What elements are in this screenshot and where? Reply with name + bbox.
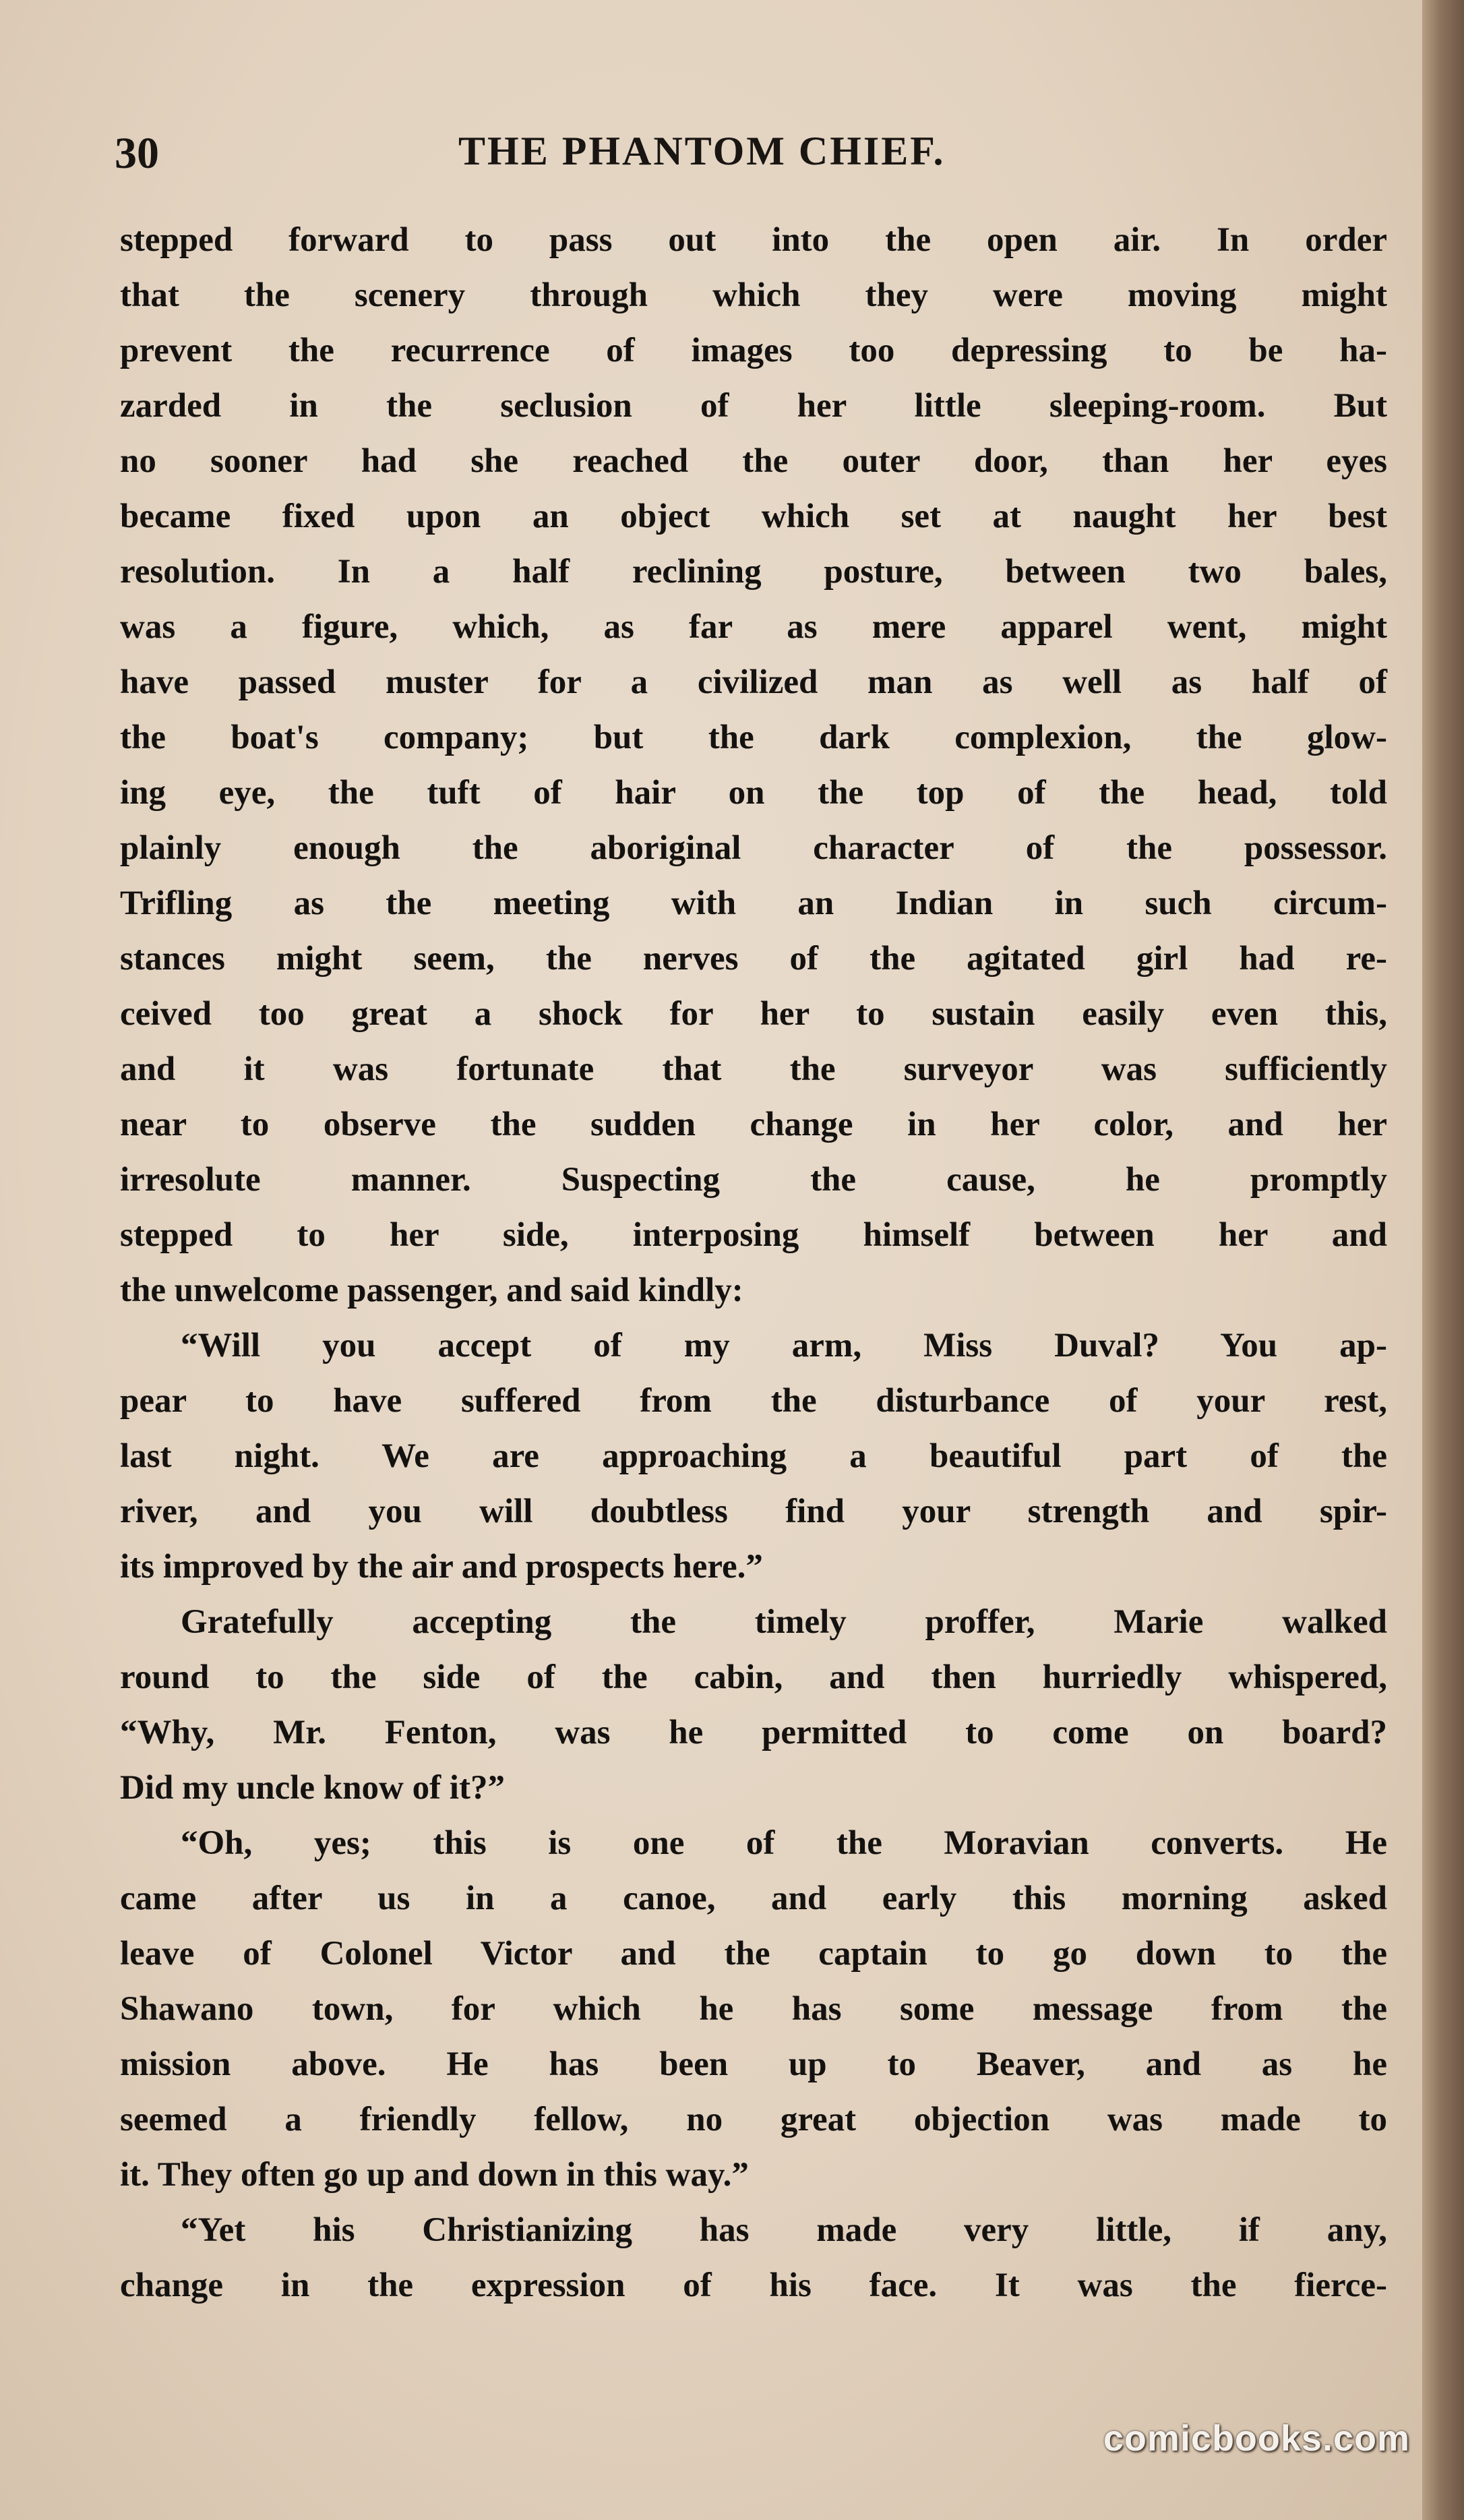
- text-line: was a figure, which, as far as mere apparel went, might: [120, 608, 1387, 646]
- running-title: THE PHANTOM CHIEF.: [458, 129, 946, 173]
- text-line: resolution. In a half reclining posture, between two bales,: [120, 553, 1387, 591]
- text-line: no sooner had she reached the outer door, than her eyes: [120, 442, 1387, 480]
- text-line: the unwelcome passenger, and said kindly:: [120, 1271, 743, 1309]
- text-line: became fixed upon an object which set at naught her best: [120, 498, 1387, 535]
- text-line: stepped to her side, interposing himself between her and: [120, 1216, 1387, 1254]
- text-line: ing eye, the tuft of hair on the top of the head, told: [120, 774, 1387, 812]
- text-line: plainly enough the aboriginal character of the possessor.: [120, 829, 1387, 867]
- text-line: change in the expression of his face. It was the fierce-: [120, 2267, 1387, 2304]
- text-line: leave of Colonel Victor and the captain to go down to the: [120, 1935, 1387, 1973]
- text-line: round to the side of the cabin, and then hurriedly whispered,: [120, 1658, 1387, 1696]
- page-number: 30: [115, 129, 159, 178]
- text-line: ceived too great a shock for her to sustain easily even this,: [120, 995, 1387, 1033]
- text-line: Gratefully accepting the timely proffer, Marie walked: [181, 1603, 1387, 1641]
- text-line: have passed muster for a civilized man as well as half of: [120, 663, 1387, 701]
- text-line: stances might seem, the nerves of the agitated girl had re-: [120, 940, 1387, 978]
- text-line: its improved by the air and prospects here.”: [120, 1548, 763, 1586]
- watermark: comicbooks.com: [1103, 2418, 1410, 2459]
- text-line: near to observe the sudden change in her color, and her: [120, 1106, 1387, 1143]
- text-line: and it was fortunate that the surveyor was sufficiently: [120, 1050, 1387, 1088]
- text-line: Did my uncle know of it?”: [120, 1769, 505, 1807]
- text-line: “Yet his Christianizing has made very little, if any,: [181, 2211, 1387, 2249]
- text-line: Trifling as the meeting with an Indian in such circum-: [120, 884, 1387, 922]
- text-line: irresolute manner. Suspecting the cause, he promptly: [120, 1161, 1387, 1199]
- page-edge: [1422, 0, 1464, 2520]
- text-line: that the scenery through which they were moving might: [120, 276, 1387, 314]
- page-header: [108, 128, 1375, 189]
- text-line: river, and you will doubtless find your strength and spir-: [120, 1493, 1387, 1530]
- text-line: it. They often go up and down in this way.”: [120, 2156, 749, 2194]
- text-line: the boat's company; but the dark complexion, the glow-: [120, 719, 1387, 756]
- text-line: “Why, Mr. Fenton, was he permitted to come on board?: [120, 1714, 1387, 1751]
- text-line: “Oh, yes; this is one of the Moravian converts. He: [181, 1824, 1387, 1862]
- text-line: pear to have suffered from the disturbance of your rest,: [120, 1382, 1387, 1420]
- text-line: came after us in a canoe, and early this morning asked: [120, 1880, 1387, 1917]
- text-line: Shawano town, for which he has some message from the: [120, 1990, 1387, 2028]
- body-text: [120, 212, 1387, 2313]
- text-line: zarded in the seclusion of her little sleeping-room. But: [120, 387, 1387, 425]
- text-line: mission above. He has been up to Beaver, and as he: [120, 2045, 1387, 2083]
- text-line: stepped forward to pass out into the open air. In order: [120, 221, 1387, 259]
- text-line: last night. We are approaching a beautiful part of the: [120, 1437, 1387, 1475]
- text-line: “Will you accept of my arm, Miss Duval? You ap-: [181, 1327, 1387, 1364]
- text-line: prevent the recurrence of images too depressing to be ha-: [120, 332, 1387, 369]
- text-line: seemed a friendly fellow, no great objection was made to: [120, 2101, 1387, 2138]
